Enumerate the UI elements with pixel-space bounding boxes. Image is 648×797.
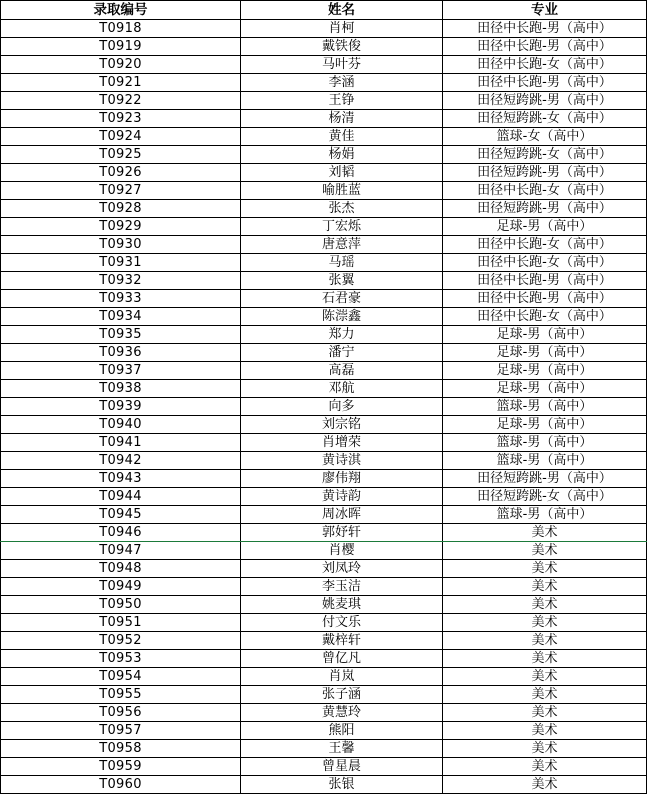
cell-admission-id[interactable]: T0942 — [1, 452, 241, 470]
cell-major[interactable]: 田径中长跑-男（高中） — [443, 290, 647, 308]
table-row — [1, 272, 647, 290]
cell-student-name[interactable]: 肖增荣 — [241, 434, 443, 452]
cell-student-name[interactable]: 马叶芬 — [241, 56, 443, 74]
cell-major[interactable]: 美术 — [443, 560, 647, 578]
table-row — [1, 650, 647, 668]
header-row — [1, 1, 647, 20]
cell-major[interactable]: 田径短跨跳-男（高中） — [443, 92, 647, 110]
cell-admission-id[interactable]: T0952 — [1, 632, 241, 650]
cell-admission-id[interactable]: T0930 — [1, 236, 241, 254]
table-row — [1, 344, 647, 362]
cell-admission-id[interactable]: T0960 — [1, 776, 241, 794]
table-row — [1, 362, 647, 380]
cell-major[interactable]: 篮球-男（高中） — [443, 506, 647, 524]
cell-major[interactable]: 美术 — [443, 722, 647, 740]
cell-student-name[interactable]: 喻胜蓝 — [241, 182, 443, 200]
cell-major[interactable]: 田径中长跑-男（高中） — [443, 272, 647, 290]
cell-major[interactable]: 田径中长跑-女（高中） — [443, 56, 647, 74]
cell-admission-id[interactable]: T0956 — [1, 704, 241, 722]
table-row — [1, 182, 647, 200]
table-row — [1, 776, 647, 794]
cell-admission-id[interactable]: T0921 — [1, 74, 241, 92]
cell-major[interactable]: 美术 — [443, 758, 647, 776]
cell-admission-id[interactable]: T0932 — [1, 272, 241, 290]
cell-major[interactable]: 田径中长跑-女（高中） — [443, 182, 647, 200]
cell-major[interactable]: 田径中长跑-男（高中） — [443, 74, 647, 92]
cell-student-name[interactable]: 曾亿凡 — [241, 650, 443, 668]
cell-admission-id[interactable]: T0936 — [1, 344, 241, 362]
cell-major[interactable]: 篮球-男（高中） — [443, 398, 647, 416]
table-row — [1, 704, 647, 722]
cell-admission-id[interactable]: T0920 — [1, 56, 241, 74]
cell-major[interactable]: 田径短跨跳-男（高中） — [443, 200, 647, 218]
table-row — [1, 20, 647, 38]
cell-admission-id[interactable]: T0953 — [1, 650, 241, 668]
cell-student-name[interactable]: 丁宏烁 — [241, 218, 443, 236]
cell-student-name[interactable]: 向多 — [241, 398, 443, 416]
cell-student-name[interactable]: 王馨 — [241, 740, 443, 758]
cell-major[interactable]: 足球-男（高中） — [443, 362, 647, 380]
cell-major[interactable]: 美术 — [443, 578, 647, 596]
cell-major[interactable]: 美术 — [443, 542, 647, 560]
cell-student-name[interactable]: 熊阳 — [241, 722, 443, 740]
cell-admission-id[interactable]: T0924 — [1, 128, 241, 146]
cell-student-name[interactable]: 肖柯 — [241, 20, 443, 38]
cell-student-name[interactable]: 肖樱 — [241, 542, 443, 560]
cell-admission-id[interactable]: T0940 — [1, 416, 241, 434]
table-row — [1, 290, 647, 308]
table-row — [1, 74, 647, 92]
cell-major[interactable]: 美术 — [443, 596, 647, 614]
cell-student-name[interactable]: 陈漴鑫 — [241, 308, 443, 326]
cell-major[interactable]: 美术 — [443, 776, 647, 794]
cell-student-name[interactable]: 黄佳 — [241, 128, 443, 146]
cell-student-name[interactable]: 张银 — [241, 776, 443, 794]
cell-admission-id[interactable]: T0923 — [1, 110, 241, 128]
cell-admission-id[interactable]: T0919 — [1, 38, 241, 56]
cell-major[interactable]: 田径中长跑-女（高中） — [443, 236, 647, 254]
table-row — [1, 110, 647, 128]
table-row — [1, 146, 647, 164]
cell-admission-id[interactable]: T0941 — [1, 434, 241, 452]
table-row — [1, 218, 647, 236]
cell-major[interactable]: 田径短跨跳-男（高中） — [443, 164, 647, 182]
table-row — [1, 578, 647, 596]
cell-admission-id[interactable]: T0931 — [1, 254, 241, 272]
cell-admission-id[interactable]: T0922 — [1, 92, 241, 110]
cell-student-name[interactable]: 李涵 — [241, 74, 443, 92]
cell-student-name[interactable]: 周冰晖 — [241, 506, 443, 524]
table-row — [1, 236, 647, 254]
table-row — [1, 164, 647, 182]
cell-major[interactable]: 篮球-男（高中） — [443, 434, 647, 452]
cell-major[interactable]: 美术 — [443, 686, 647, 704]
table-row — [1, 758, 647, 776]
cell-student-name[interactable]: 马瑶 — [241, 254, 443, 272]
cell-admission-id[interactable]: T0939 — [1, 398, 241, 416]
cell-major[interactable]: 田径中长跑-男（高中） — [443, 20, 647, 38]
table-row — [1, 200, 647, 218]
table-row — [1, 632, 647, 650]
cell-major[interactable]: 田径短跨跳-女（高中） — [443, 146, 647, 164]
cell-student-name[interactable]: 郑力 — [241, 326, 443, 344]
cell-admission-id[interactable]: T0928 — [1, 200, 241, 218]
table-row — [1, 740, 647, 758]
table-row — [1, 398, 647, 416]
cell-major[interactable]: 足球-男（高中） — [443, 218, 647, 236]
cell-major[interactable]: 足球-男（高中） — [443, 380, 647, 398]
table-row — [1, 596, 647, 614]
cell-admission-id[interactable]: T0925 — [1, 146, 241, 164]
cell-student-name[interactable]: 廖伟翔 — [241, 470, 443, 488]
cell-student-name[interactable]: 张翼 — [241, 272, 443, 290]
table-row — [1, 128, 647, 146]
cell-major[interactable]: 田径短跨跳-男（高中） — [443, 470, 647, 488]
table-row — [1, 560, 647, 578]
table-row — [1, 506, 647, 524]
header-cell-name[interactable]: 姓名 — [241, 1, 443, 20]
table-row — [1, 488, 647, 506]
table-row — [1, 326, 647, 344]
cell-student-name[interactable]: 刘韬 — [241, 164, 443, 182]
cell-admission-id[interactable]: T0954 — [1, 668, 241, 686]
cell-admission-id[interactable]: T0949 — [1, 578, 241, 596]
cell-student-name[interactable]: 张子涵 — [241, 686, 443, 704]
cell-major[interactable]: 田径短跨跳-女（高中） — [443, 488, 647, 506]
cell-student-name[interactable]: 李玉洁 — [241, 578, 443, 596]
cell-major[interactable]: 田径短跨跳-女（高中） — [443, 110, 647, 128]
cell-admission-id[interactable]: T0927 — [1, 182, 241, 200]
table-row — [1, 416, 647, 434]
cell-student-name[interactable]: 戴梓轩 — [241, 632, 443, 650]
cell-student-name[interactable]: 王铮 — [241, 92, 443, 110]
cell-major[interactable]: 美术 — [443, 650, 647, 668]
cell-admission-id[interactable]: T0937 — [1, 362, 241, 380]
cell-major[interactable]: 足球-男（高中） — [443, 416, 647, 434]
cell-major[interactable]: 美术 — [443, 704, 647, 722]
table-row — [1, 308, 647, 326]
table-row — [1, 668, 647, 686]
cell-admission-id[interactable]: T0944 — [1, 488, 241, 506]
cell-admission-id[interactable]: T0957 — [1, 722, 241, 740]
table-row — [1, 56, 647, 74]
table-row — [1, 686, 647, 704]
cell-admission-id[interactable]: T0935 — [1, 326, 241, 344]
table-row — [1, 524, 647, 542]
cell-admission-id[interactable]: T0938 — [1, 380, 241, 398]
cell-student-name[interactable]: 戴铁俊 — [241, 38, 443, 56]
cell-major[interactable]: 足球-男（高中） — [443, 344, 647, 362]
cell-admission-id[interactable]: T0955 — [1, 686, 241, 704]
cell-major[interactable]: 篮球-女（高中） — [443, 128, 647, 146]
cell-major[interactable]: 美术 — [443, 524, 647, 542]
cell-student-name[interactable]: 刘凤玲 — [241, 560, 443, 578]
cell-admission-id[interactable]: T0943 — [1, 470, 241, 488]
cell-student-name[interactable]: 郭妤轩 — [241, 524, 443, 542]
cell-admission-id[interactable]: T0918 — [1, 20, 241, 38]
cell-admission-id[interactable]: T0933 — [1, 290, 241, 308]
cell-major[interactable]: 美术 — [443, 668, 647, 686]
cell-major[interactable]: 美术 — [443, 632, 647, 650]
cell-student-name[interactable]: 黄慧玲 — [241, 704, 443, 722]
table-row — [1, 38, 647, 56]
cell-student-name[interactable]: 唐意萍 — [241, 236, 443, 254]
table-row — [1, 614, 647, 632]
header-cell-id[interactable]: 录取编号 — [1, 1, 241, 20]
table-row — [1, 542, 647, 560]
cell-admission-id[interactable]: T0945 — [1, 506, 241, 524]
cell-major[interactable]: 田径中长跑-女（高中） — [443, 308, 647, 326]
cell-major[interactable]: 美术 — [443, 614, 647, 632]
header-cell-major[interactable]: 专业 — [443, 1, 647, 20]
cell-student-name[interactable]: 潘宁 — [241, 344, 443, 362]
cell-student-name[interactable]: 邓航 — [241, 380, 443, 398]
cell-major[interactable]: 田径中长跑-男（高中） — [443, 38, 647, 56]
cell-student-name[interactable]: 杨娟 — [241, 146, 443, 164]
table-row — [1, 722, 647, 740]
cell-student-name[interactable]: 肖岚 — [241, 668, 443, 686]
table-row — [1, 92, 647, 110]
cell-student-name[interactable]: 杨清 — [241, 110, 443, 128]
cell-admission-id[interactable]: T0926 — [1, 164, 241, 182]
cell-admission-id[interactable]: T0934 — [1, 308, 241, 326]
cell-student-name[interactable]: 黄诗淇 — [241, 452, 443, 470]
table-row — [1, 254, 647, 272]
cell-admission-id[interactable]: T0951 — [1, 614, 241, 632]
cell-major[interactable]: 足球-男（高中） — [443, 326, 647, 344]
cell-student-name[interactable]: 张杰 — [241, 200, 443, 218]
cell-admission-id[interactable]: T0948 — [1, 560, 241, 578]
cell-admission-id[interactable]: T0950 — [1, 596, 241, 614]
cell-student-name[interactable]: 曾星晨 — [241, 758, 443, 776]
cell-student-name[interactable]: 高磊 — [241, 362, 443, 380]
cell-major[interactable]: 篮球-男（高中） — [443, 452, 647, 470]
cell-student-name[interactable]: 刘宗铭 — [241, 416, 443, 434]
cell-student-name[interactable]: 黄诗韵 — [241, 488, 443, 506]
table-row — [1, 452, 647, 470]
cell-admission-id[interactable]: T0947 — [1, 542, 241, 560]
cell-admission-id[interactable]: T0959 — [1, 758, 241, 776]
table-row — [1, 434, 647, 452]
cell-student-name[interactable]: 石君豪 — [241, 290, 443, 308]
cell-admission-id[interactable]: T0958 — [1, 740, 241, 758]
table-row — [1, 470, 647, 488]
cell-student-name[interactable]: 付文乐 — [241, 614, 443, 632]
cell-student-name[interactable]: 姚麦琪 — [241, 596, 443, 614]
cell-major[interactable]: 美术 — [443, 740, 647, 758]
table-row — [1, 380, 647, 398]
cell-admission-id[interactable]: T0929 — [1, 218, 241, 236]
cell-major[interactable]: 田径中长跑-女（高中） — [443, 254, 647, 272]
cell-admission-id[interactable]: T0946 — [1, 524, 241, 542]
